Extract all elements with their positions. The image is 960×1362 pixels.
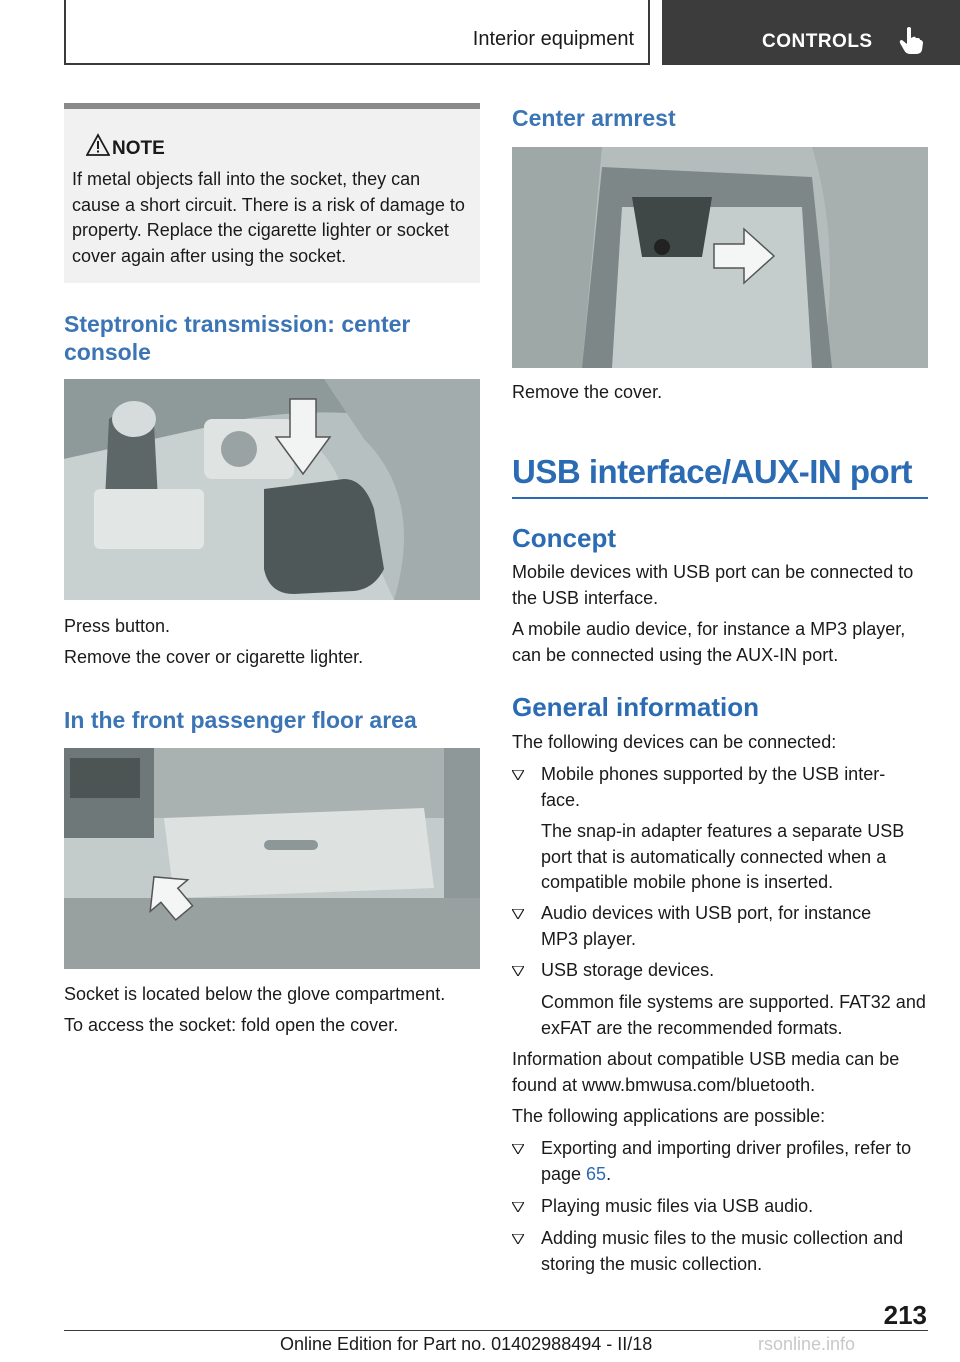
footer-rule-right <box>864 1330 928 1331</box>
list-item-detail: Common file systems are supported. FAT32 and exFAT are the recommended formats. <box>541 992 926 1038</box>
bullet-triangle-icon <box>512 1234 524 1244</box>
header-section-title: Interior equipment <box>472 28 634 50</box>
bullet-triangle-icon <box>512 966 524 976</box>
bullet-triangle-icon <box>512 909 524 919</box>
warning-triangle-icon <box>86 133 110 157</box>
list-item-text <box>541 1136 921 1187</box>
armrest-text: Remove the cover. <box>512 382 663 402</box>
header-divider <box>648 0 650 64</box>
bullet-triangle-icon <box>512 1144 524 1154</box>
footer-rule <box>64 1330 864 1331</box>
pointing-hand-icon <box>898 26 924 54</box>
chapter-label: CONTROLS <box>762 31 873 52</box>
usb-title: USB interface/AUX-IN port <box>512 453 928 499</box>
center-armrest-heading: Center armrest <box>512 105 676 131</box>
footer-edition: Online Edition for Part no. 01402988494 - II/18 <box>280 1334 653 1354</box>
footer-watermark: rsonline.info <box>758 1334 856 1354</box>
apps-intro: The following applications are possible: <box>512 1106 826 1126</box>
concept-text-1: Mobile devices with USB port can be connected to the USB interface. <box>512 562 914 608</box>
center-console-photo <box>64 379 480 600</box>
list-item-detail: The snap-in adapter features a separate USB port that is automatically connected when a compatible mobile phone is inserted. <box>541 821 905 892</box>
bullet-triangle-icon <box>512 770 524 780</box>
list-item-text: USB storage devices. <box>541 960 715 980</box>
glove-compartment-photo <box>64 748 480 969</box>
steptronic-step-2: Remove the cover or cigarette lighter. <box>64 647 364 667</box>
page-number: 213 <box>883 1300 927 1330</box>
note-title: NOTE <box>112 138 165 159</box>
general-info-heading: General information <box>512 692 760 722</box>
list-item-text: Adding music files to the music collection and storing the music collection. <box>541 1228 904 1274</box>
page-65-link[interactable]: 65 <box>586 1163 607 1184</box>
steptronic-step-1: Press button. <box>64 616 171 636</box>
general-info-intro: The following devices can be connected: <box>512 732 837 752</box>
note-box <box>64 103 480 283</box>
passenger-floor-heading: In the front passenger floor area <box>64 707 417 733</box>
concept-text-2: A mobile audio device, for instance a MP3 player, can be connected using the AUX-IN port. <box>512 619 906 665</box>
header-rule-left <box>64 0 66 64</box>
app-1-end: . <box>606 1163 612 1184</box>
header-chapter-tab <box>662 0 960 65</box>
list-item-text: Mobile phones supported by the USB inter-face. <box>541 764 886 810</box>
header-rule-bottom <box>64 63 650 65</box>
list-item-text: Audio devices with USB port, for instance MP3 player. <box>541 903 872 949</box>
app-1-text: Exporting and importing driver profiles, refer to page <box>541 1138 912 1184</box>
concept-heading: Concept <box>512 523 616 553</box>
steptronic-heading: Steptronic transmission: center console <box>64 311 411 365</box>
bullet-triangle-icon <box>512 1202 524 1212</box>
center-armrest-photo <box>512 147 928 368</box>
media-info-text: Information about compatible USB media can be found at www.bmwusa.com/bluetooth. <box>512 1049 900 1095</box>
passenger-floor-text-2: To access the socket: fold open the cover. <box>64 1015 399 1035</box>
list-item-text: Playing music files via USB audio. <box>541 1196 814 1216</box>
passenger-floor-text-1: Socket is located below the glove compartment. <box>64 984 446 1004</box>
note-body: If metal objects fall into the socket, they can cause a short circuit. There is a risk of damage to property. Replace the cigarette lighter or socket cover again after using the socket. <box>72 169 465 266</box>
